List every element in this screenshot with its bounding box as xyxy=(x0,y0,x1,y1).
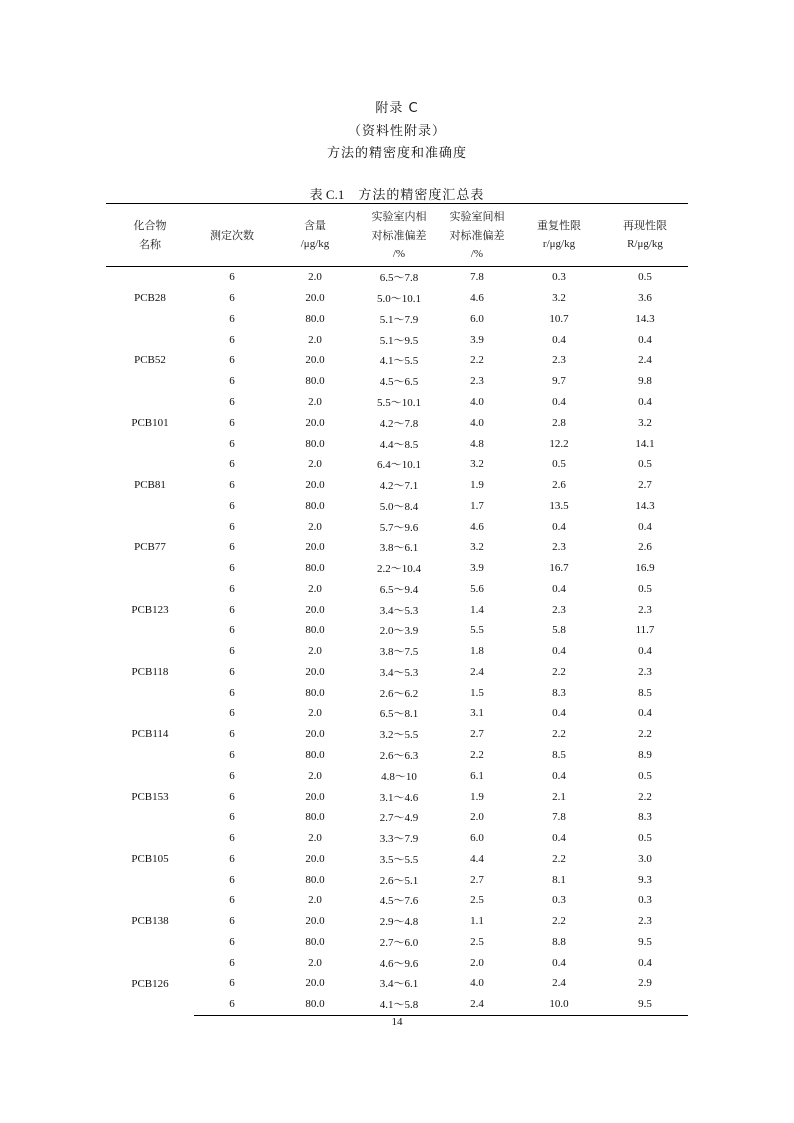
cell-content: 2.0 xyxy=(308,395,322,408)
cell-intralab-rsd: 2.9～4.8 xyxy=(379,916,419,929)
cell-intralab-rsd: 5.0～10.1 xyxy=(377,293,421,306)
cell-repeatability: 16.7 xyxy=(549,562,569,575)
table-row xyxy=(106,682,688,703)
cell-interlab-rsd: 3.9 xyxy=(470,562,484,575)
compound-name-cell: PCB77 xyxy=(134,541,166,554)
table-row xyxy=(106,932,688,953)
cell-interlab-rsd: 3.2 xyxy=(470,458,484,471)
cell-interlab-rsd: 3.2 xyxy=(470,541,484,554)
table-row xyxy=(106,578,688,599)
cell-repeatability: 8.8 xyxy=(552,935,566,948)
cell-content: 80.0 xyxy=(305,935,325,948)
cell-content: 80.0 xyxy=(305,873,325,886)
cell-content: 80.0 xyxy=(305,312,325,325)
compound-name-cell: PCB153 xyxy=(131,790,169,803)
cell-interlab-rsd: 2.5 xyxy=(470,935,484,948)
cell-interlab-rsd: 4.4 xyxy=(470,852,484,865)
cell-interlab-rsd: 2.7 xyxy=(470,728,484,741)
appendix-type: （资料性附录） xyxy=(347,124,446,139)
table-row xyxy=(106,412,688,433)
cell-intralab-rsd: 3.3～7.9 xyxy=(379,833,419,846)
precision-summary-table xyxy=(106,203,688,1016)
cell-reproducibility: 16.9 xyxy=(635,562,655,575)
cell-content: 80.0 xyxy=(270,994,360,1015)
cell-repeatability: 10.0 xyxy=(516,994,602,1015)
cell-interlab-rsd: 2.7 xyxy=(470,873,484,886)
cell-interlab-rsd: 2.0 xyxy=(470,811,484,824)
cell-repeatability: 2.3 xyxy=(552,354,566,367)
cell-repeatability: 5.8 xyxy=(552,624,566,637)
table-row xyxy=(106,662,688,683)
cell-intralab-rsd: 4.8～10 xyxy=(381,770,417,783)
cell-repeatability: 0.3 xyxy=(552,271,566,284)
cell-reproducibility: 9.8 xyxy=(638,375,652,388)
cell-content: 2.0 xyxy=(308,520,322,533)
page-number: 14 xyxy=(391,1016,403,1028)
cell-repeatability: 2.1 xyxy=(552,790,566,803)
cell-reproducibility: 9.5 xyxy=(602,994,688,1015)
cell-interlab-rsd: 4.0 xyxy=(470,977,484,990)
cell-intralab-rsd: 4.6～9.6 xyxy=(379,957,419,970)
table-row xyxy=(106,786,688,807)
cell-interlab-rsd: 2.5 xyxy=(470,894,484,907)
cell-reproducibility: 8.5 xyxy=(638,686,652,699)
cell-content: 20.0 xyxy=(305,541,325,554)
cell-reproducibility: 2.2 xyxy=(638,790,652,803)
cell-repeatability: 8.1 xyxy=(552,873,566,886)
table-row xyxy=(106,973,688,994)
cell-reproducibility: 2.6 xyxy=(638,541,652,554)
cell-count: 6 xyxy=(229,562,235,575)
table-body xyxy=(106,267,688,1016)
cell-repeatability: 0.4 xyxy=(552,395,566,408)
compound-name-cell: PCB28 xyxy=(134,292,166,305)
cell-count: 6 xyxy=(229,728,235,741)
cell-content: 80.0 xyxy=(305,624,325,637)
cell-interlab-rsd: 5.6 xyxy=(470,582,484,595)
header-measurement-count: 测定次数 xyxy=(194,204,270,267)
cell-reproducibility: 11.7 xyxy=(635,624,655,637)
cell-intralab-rsd: 6.5～7.8 xyxy=(379,272,419,285)
header-reproducibility-limit: 再现性限 R/μg/kg xyxy=(602,204,688,267)
cell-count: 6 xyxy=(229,603,235,616)
cell-interlab-rsd: 1.4 xyxy=(470,603,484,616)
cell-reproducibility: 0.3 xyxy=(638,894,652,907)
cell-interlab-rsd: 3.9 xyxy=(470,333,484,346)
cell-count: 6 xyxy=(229,458,235,471)
header-repeatability-limit: 重复性限 r/μg/kg xyxy=(516,204,602,267)
cell-intralab-rsd: 2.6～6.3 xyxy=(379,749,419,762)
cell-content: 20.0 xyxy=(305,603,325,616)
cell-content: 80.0 xyxy=(305,375,325,388)
compound-name-cell: PCB114 xyxy=(131,728,169,741)
compound-name-cell: PCB52 xyxy=(134,354,166,367)
table-row xyxy=(106,516,688,537)
cell-interlab-rsd: 2.0 xyxy=(470,956,484,969)
compound-name-cell: PCB105 xyxy=(131,852,169,865)
cell-interlab-rsd: 1.1 xyxy=(470,915,484,928)
cell-interlab-rsd: 2.4 xyxy=(470,665,484,678)
table-row xyxy=(106,641,688,662)
cell-repeatability: 0.5 xyxy=(552,458,566,471)
appendix-title: 附录 C xyxy=(375,101,419,116)
cell-repeatability: 0.4 xyxy=(552,956,566,969)
cell-repeatability: 0.3 xyxy=(552,894,566,907)
cell-repeatability: 2.4 xyxy=(552,977,566,990)
cell-reproducibility: 2.4 xyxy=(638,354,652,367)
cell-interlab-rsd: 2.4 xyxy=(438,994,516,1015)
cell-repeatability: 2.2 xyxy=(552,852,566,865)
cell-content: 2.0 xyxy=(308,271,322,284)
cell-reproducibility: 0.5 xyxy=(638,769,652,782)
cell-count: 6 xyxy=(194,994,270,1015)
cell-interlab-rsd: 6.0 xyxy=(470,312,484,325)
compound-name-cell: PCB138 xyxy=(131,915,169,928)
cell-content: 20.0 xyxy=(305,977,325,990)
table-row xyxy=(106,745,688,766)
cell-count: 6 xyxy=(229,790,235,803)
table-row xyxy=(106,620,688,641)
cell-repeatability: 2.2 xyxy=(552,665,566,678)
cell-count: 6 xyxy=(229,977,235,990)
cell-count: 6 xyxy=(229,894,235,907)
cell-reproducibility: 0.4 xyxy=(638,707,652,720)
cell-intralab-rsd: 3.2～5.5 xyxy=(379,729,419,742)
cell-reproducibility: 0.5 xyxy=(638,271,652,284)
cell-count: 6 xyxy=(229,707,235,720)
cell-content: 2.0 xyxy=(308,582,322,595)
cell-repeatability: 10.7 xyxy=(549,312,569,325)
cell-content: 20.0 xyxy=(305,292,325,305)
table-row xyxy=(106,848,688,869)
cell-count: 6 xyxy=(229,915,235,928)
cell-count: 6 xyxy=(229,416,235,429)
cell-count: 6 xyxy=(229,832,235,845)
cell-reproducibility: 0.4 xyxy=(638,395,652,408)
cell-repeatability: 2.6 xyxy=(552,479,566,492)
table-caption xyxy=(0,184,794,203)
cell-repeatability: 2.3 xyxy=(552,541,566,554)
cell-intralab-rsd: 2.7～4.9 xyxy=(379,812,419,825)
cell-reproducibility: 0.5 xyxy=(638,832,652,845)
cell-reproducibility: 2.3 xyxy=(638,915,652,928)
table-row xyxy=(106,952,688,973)
cell-count: 6 xyxy=(229,811,235,824)
cell-content: 2.0 xyxy=(308,769,322,782)
table-caption-text: 方法的精密度汇总表 xyxy=(358,188,485,203)
table-row xyxy=(106,890,688,911)
cell-intralab-rsd: 4.5～6.5 xyxy=(379,376,419,389)
cell-count: 6 xyxy=(229,624,235,637)
cell-repeatability: 7.8 xyxy=(552,811,566,824)
cell-intralab-rsd: 2.2～10.4 xyxy=(377,563,421,576)
cell-interlab-rsd: 1.8 xyxy=(470,645,484,658)
cell-repeatability: 8.3 xyxy=(552,686,566,699)
cell-reproducibility: 3.0 xyxy=(638,852,652,865)
cell-intralab-rsd: 4.2～7.8 xyxy=(379,417,419,430)
cell-intralab-rsd: 4.1～5.5 xyxy=(379,355,419,368)
cell-reproducibility: 0.4 xyxy=(638,956,652,969)
header-compound-name: 化合物 名称 xyxy=(106,204,194,267)
cell-reproducibility: 2.3 xyxy=(638,603,652,616)
cell-reproducibility: 8.3 xyxy=(638,811,652,824)
cell-reproducibility: 14.3 xyxy=(635,312,655,325)
cell-count: 6 xyxy=(229,956,235,969)
cell-intralab-rsd: 6.4～10.1 xyxy=(377,459,421,472)
cell-repeatability: 2.2 xyxy=(552,915,566,928)
cell-content: 20.0 xyxy=(305,416,325,429)
table-row xyxy=(106,558,688,579)
cell-interlab-rsd: 6.1 xyxy=(470,769,484,782)
cell-reproducibility: 14.3 xyxy=(635,499,655,512)
cell-repeatability: 3.2 xyxy=(552,292,566,305)
cell-reproducibility: 0.4 xyxy=(638,333,652,346)
cell-intralab-rsd: 3.5～5.5 xyxy=(379,853,419,866)
table-row xyxy=(106,392,688,413)
cell-reproducibility: 0.5 xyxy=(638,458,652,471)
cell-interlab-rsd: 1.7 xyxy=(470,499,484,512)
cell-intralab-rsd: 6.5～9.4 xyxy=(379,583,419,596)
cell-reproducibility: 2.3 xyxy=(638,665,652,678)
table-row xyxy=(106,288,688,309)
cell-content: 20.0 xyxy=(305,354,325,367)
cell-reproducibility: 2.7 xyxy=(638,479,652,492)
cell-intralab-rsd: 4.5～7.6 xyxy=(379,895,419,908)
cell-intralab-rsd: 2.0～3.9 xyxy=(379,625,419,638)
cell-interlab-rsd: 1.9 xyxy=(470,479,484,492)
cell-intralab-rsd: 5.0～8.4 xyxy=(379,500,419,513)
table-row xyxy=(106,599,688,620)
cell-content: 20.0 xyxy=(305,915,325,928)
cell-count: 6 xyxy=(229,645,235,658)
table-row xyxy=(106,724,688,745)
cell-content: 20.0 xyxy=(305,852,325,865)
header-interlab-rsd: 实验室间相 对标准偏差 /% xyxy=(438,204,516,267)
cell-repeatability: 0.4 xyxy=(552,645,566,658)
cell-count: 6 xyxy=(229,375,235,388)
table-row xyxy=(106,329,688,350)
cell-count: 6 xyxy=(229,292,235,305)
cell-repeatability: 0.4 xyxy=(552,520,566,533)
cell-intralab-rsd: 5.1～9.5 xyxy=(379,334,419,347)
table-row xyxy=(106,309,688,330)
cell-content: 20.0 xyxy=(305,665,325,678)
cell-interlab-rsd: 1.9 xyxy=(470,790,484,803)
compound-name-cell: PCB118 xyxy=(131,665,169,678)
cell-interlab-rsd: 2.3 xyxy=(470,375,484,388)
cell-count: 6 xyxy=(229,873,235,886)
cell-reproducibility: 2.9 xyxy=(638,977,652,990)
cell-repeatability: 12.2 xyxy=(549,437,569,450)
cell-content: 80.0 xyxy=(305,562,325,575)
cell-count: 6 xyxy=(229,935,235,948)
cell-count: 6 xyxy=(229,395,235,408)
cell-repeatability: 2.3 xyxy=(552,603,566,616)
cell-reproducibility: 9.5 xyxy=(638,935,652,948)
cell-interlab-rsd: 2.2 xyxy=(470,748,484,761)
cell-content: 2.0 xyxy=(308,333,322,346)
cell-count: 6 xyxy=(229,541,235,554)
cell-count: 6 xyxy=(229,852,235,865)
cell-content: 80.0 xyxy=(305,437,325,450)
cell-count: 6 xyxy=(229,354,235,367)
table-row xyxy=(106,537,688,558)
cell-repeatability: 0.4 xyxy=(552,769,566,782)
cell-count: 6 xyxy=(229,499,235,512)
cell-intralab-rsd: 5.5～10.1 xyxy=(377,396,421,409)
table-row xyxy=(106,703,688,724)
cell-interlab-rsd: 4.8 xyxy=(470,437,484,450)
table-header-row xyxy=(106,204,688,267)
cell-reproducibility: 2.2 xyxy=(638,728,652,741)
cell-repeatability: 2.2 xyxy=(552,728,566,741)
cell-interlab-rsd: 4.6 xyxy=(470,520,484,533)
cell-content: 2.0 xyxy=(308,645,322,658)
cell-intralab-rsd: 2.6～5.1 xyxy=(379,874,419,887)
cell-content: 80.0 xyxy=(305,499,325,512)
cell-count: 6 xyxy=(229,665,235,678)
cell-content: 2.0 xyxy=(308,458,322,471)
cell-intralab-rsd: 2.7～6.0 xyxy=(379,936,419,949)
cell-repeatability: 8.5 xyxy=(552,748,566,761)
cell-content: 80.0 xyxy=(305,748,325,761)
cell-interlab-rsd: 4.0 xyxy=(470,416,484,429)
cell-intralab-rsd: 4.2～7.1 xyxy=(379,480,419,493)
cell-interlab-rsd: 6.0 xyxy=(470,832,484,845)
compound-name-cell: PCB126 xyxy=(131,977,169,990)
table-row xyxy=(106,371,688,392)
cell-interlab-rsd: 4.6 xyxy=(470,292,484,305)
cell-interlab-rsd: 4.0 xyxy=(470,395,484,408)
cell-content: 80.0 xyxy=(305,686,325,699)
table-row xyxy=(106,495,688,516)
cell-count: 6 xyxy=(229,271,235,284)
table-row xyxy=(106,828,688,849)
table-row xyxy=(106,475,688,496)
compound-name-cell: PCB123 xyxy=(131,603,169,616)
cell-intralab-rsd: 3.1～4.6 xyxy=(379,791,419,804)
cell-reproducibility: 9.3 xyxy=(638,873,652,886)
cell-repeatability: 0.4 xyxy=(552,333,566,346)
cell-content: 2.0 xyxy=(308,894,322,907)
cell-content: 20.0 xyxy=(305,790,325,803)
cell-reproducibility: 3.2 xyxy=(638,416,652,429)
cell-interlab-rsd: 1.5 xyxy=(470,686,484,699)
table-row xyxy=(106,454,688,475)
cell-intralab-rsd: 5.7～9.6 xyxy=(379,521,419,534)
cell-intralab-rsd: 3.8～6.1 xyxy=(379,542,419,555)
cell-reproducibility: 0.5 xyxy=(638,582,652,595)
cell-count: 6 xyxy=(229,437,235,450)
table-row xyxy=(106,433,688,454)
cell-content: 80.0 xyxy=(305,811,325,824)
table-row xyxy=(106,350,688,371)
cell-interlab-rsd: 5.5 xyxy=(470,624,484,637)
cell-count: 6 xyxy=(229,312,235,325)
cell-content: 20.0 xyxy=(305,728,325,741)
appendix-subtitle: 方法的精密度和准确度 xyxy=(326,146,467,161)
table-row xyxy=(106,911,688,932)
cell-count: 6 xyxy=(229,769,235,782)
cell-content: 2.0 xyxy=(308,707,322,720)
cell-content: 20.0 xyxy=(305,479,325,492)
cell-intralab-rsd: 5.1～7.9 xyxy=(379,313,419,326)
cell-content: 2.0 xyxy=(308,832,322,845)
cell-count: 6 xyxy=(229,333,235,346)
cell-count: 6 xyxy=(229,686,235,699)
cell-intralab-rsd: 4.1～5.8 xyxy=(360,994,438,1015)
cell-intralab-rsd: 6.5～8.1 xyxy=(379,708,419,721)
cell-reproducibility: 0.4 xyxy=(638,645,652,658)
table-row xyxy=(106,807,688,828)
cell-repeatability: 0.4 xyxy=(552,707,566,720)
compound-name-cell: PCB101 xyxy=(131,416,169,429)
header-content: 含量 /μg/kg xyxy=(270,204,360,267)
cell-count: 6 xyxy=(229,520,235,533)
cell-reproducibility: 8.9 xyxy=(638,748,652,761)
cell-count: 6 xyxy=(229,582,235,595)
cell-intralab-rsd: 3.4～5.3 xyxy=(379,666,419,679)
cell-repeatability: 0.4 xyxy=(552,582,566,595)
cell-intralab-rsd: 3.8～7.5 xyxy=(379,646,419,659)
cell-count: 6 xyxy=(229,748,235,761)
cell-interlab-rsd: 7.8 xyxy=(470,271,484,284)
cell-repeatability: 0.4 xyxy=(552,832,566,845)
cell-reproducibility: 0.4 xyxy=(638,520,652,533)
cell-interlab-rsd: 3.1 xyxy=(470,707,484,720)
cell-intralab-rsd: 2.6～6.2 xyxy=(379,687,419,700)
compound-name-cell: PCB81 xyxy=(134,479,166,492)
table-row xyxy=(106,869,688,890)
cell-reproducibility: 14.1 xyxy=(635,437,655,450)
cell-repeatability: 2.8 xyxy=(552,416,566,429)
cell-repeatability: 9.7 xyxy=(552,375,566,388)
cell-repeatability: 13.5 xyxy=(549,499,569,512)
header-intralab-rsd: 实验室内相 对标准偏差 /% xyxy=(360,204,438,267)
table-row xyxy=(106,765,688,786)
cell-count: 6 xyxy=(229,479,235,492)
table-caption-number: 表 C.1 xyxy=(309,187,345,202)
cell-intralab-rsd: 3.4～5.3 xyxy=(379,604,419,617)
cell-interlab-rsd: 2.2 xyxy=(470,354,484,367)
cell-content: 2.0 xyxy=(308,956,322,969)
cell-intralab-rsd: 4.4～8.5 xyxy=(379,438,419,451)
table-row xyxy=(106,267,688,288)
cell-reproducibility: 3.6 xyxy=(638,292,652,305)
cell-intralab-rsd: 3.4～6.1 xyxy=(379,978,419,991)
table-row xyxy=(106,994,688,1015)
